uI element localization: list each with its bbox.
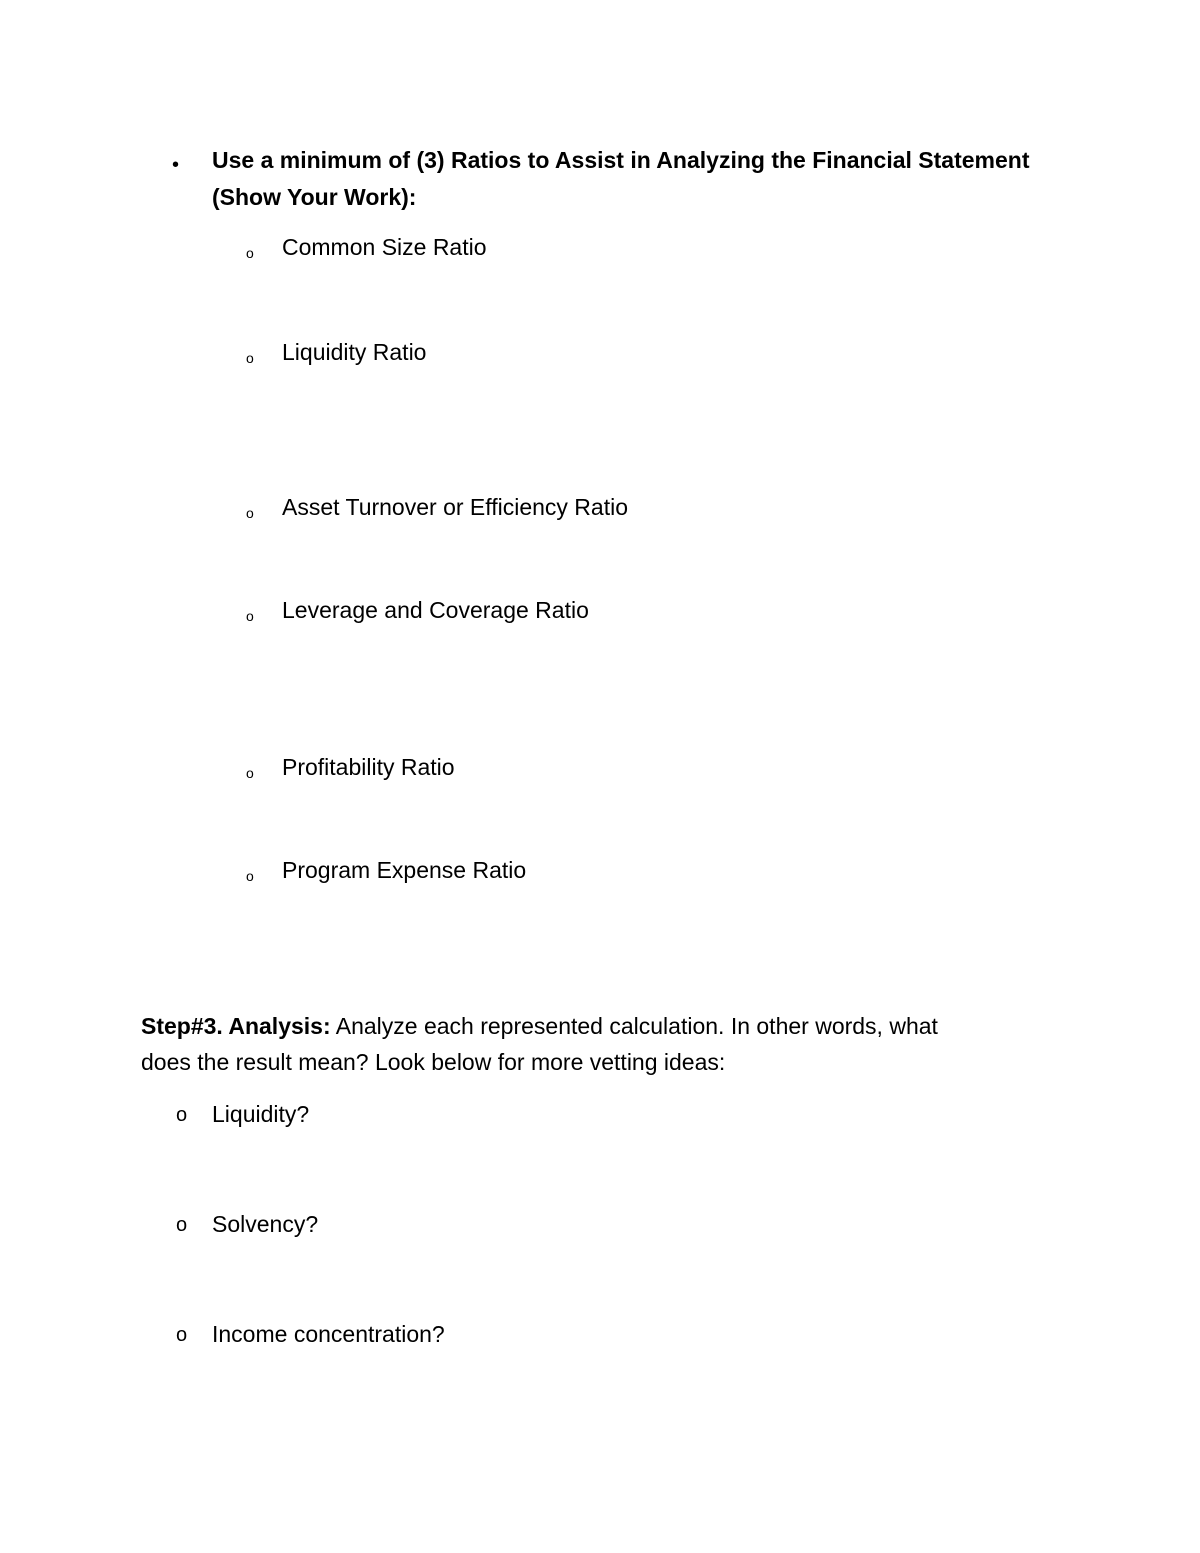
sub-bullet-icon: o: [246, 505, 254, 521]
bullet-icon: •: [172, 154, 180, 176]
instruction-line-1: Use a minimum of (3) Ratios to Assist in Analyzing the Financial Statement: [212, 147, 1030, 173]
ratio-item-asset-turnover: Asset Turnover or Efficiency Ratio: [282, 494, 628, 520]
ratio-item-profitability: Profitability Ratio: [282, 754, 455, 780]
sub-bullet-icon: o: [246, 868, 254, 884]
question-income-concentration: Income concentration?: [212, 1321, 445, 1347]
question-bullet-icon: o: [176, 1214, 188, 1236]
question-liquidity: Liquidity?: [212, 1101, 310, 1127]
step3-line-1-text: Analyze each represented calculation. In other words, what: [330, 1013, 938, 1039]
instruction-line-2: (Show Your Work):: [212, 184, 417, 210]
ratio-item-liquidity: Liquidity Ratio: [282, 339, 427, 365]
step3-line-2: does the result mean? Look below for more vetting ideas:: [141, 1049, 726, 1075]
sub-bullet-icon: o: [246, 765, 254, 781]
sub-bullet-icon: o: [246, 245, 254, 261]
sub-bullet-icon: o: [246, 608, 254, 624]
ratio-item-program-expense: Program Expense Ratio: [282, 857, 527, 883]
question-bullet-icon: o: [176, 1324, 188, 1346]
sub-bullet-icon: o: [246, 350, 254, 366]
ratio-item-leverage: Leverage and Coverage Ratio: [282, 597, 589, 623]
question-bullet-icon: o: [176, 1104, 188, 1126]
question-solvency: Solvency?: [212, 1211, 319, 1237]
step3-line-1: [141, 1011, 938, 1041]
ratio-item-common-size: Common Size Ratio: [282, 234, 487, 260]
step3-heading: Step#3. Analysis:: [141, 1013, 331, 1039]
